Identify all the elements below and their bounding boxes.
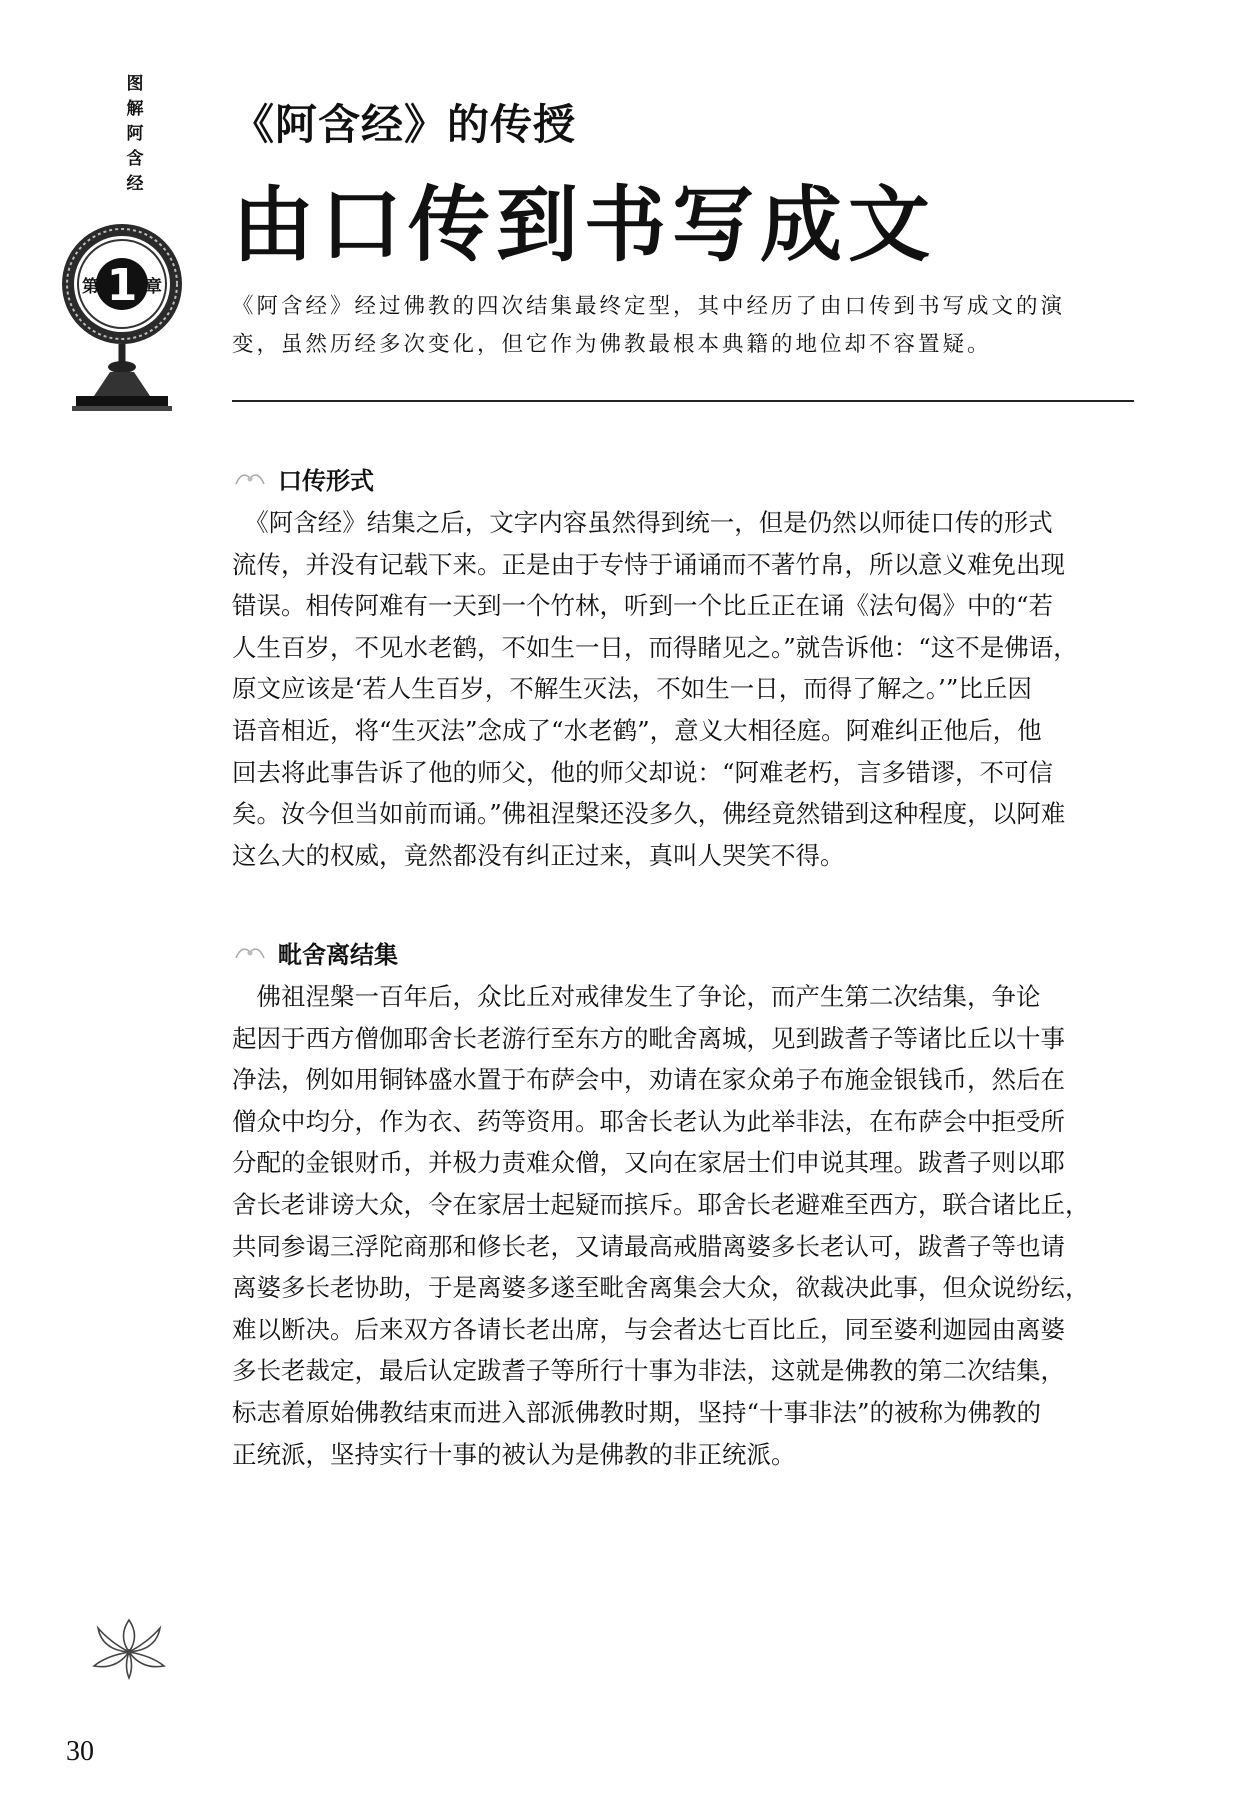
body-line: 离婆多长老协助，于是离婆多遂至毗舍离集会大众，欲裁决此事，但众说纷纭， [232,1273,1090,1303]
body-line: 《阿含经》结集之后，文字内容虽然得到统一，但是仍然以师徒口传的形式 [232,508,1053,537]
sidebar-book-label [120,72,150,197]
body-line: 共同参谒三浮陀商那和修长老，又请最高戒腊离婆多长老认可，跋耆子等也请 [232,1231,1065,1261]
section-body [232,502,1132,876]
page-title: 由口传到书写成文 [232,177,937,273]
sidebar-char: 图 [126,74,144,94]
body-line: 佛祖涅槃一百年后，众比丘对戒律发生了争论，而产生第二次结集，争论 [232,982,1041,1011]
sidebar-char: 含 [126,149,144,169]
section-body [232,976,1132,1475]
body-line: 多长老裁定，最后认定跋耆子等所行十事为非法，这就是佛教的第二次结集， [232,1356,1065,1386]
chapter-prefix: 第 [82,277,99,297]
chapter-badge [52,222,192,422]
chapter-suffix: 章 [145,277,162,297]
header-divider [232,400,1134,402]
body-line: 回去将此事告诉了他的师父，他的师父却说：“阿难老朽，言多错谬，不可信 [232,757,1054,787]
body-line: 流传，并没有记载下来。正是由于专恃于诵诵而不著竹帛，所以意义难免出现 [232,549,1065,579]
sidebar-char: 经 [126,174,144,194]
sidebar-char: 阿 [126,124,144,144]
intro-line: 《阿含经》经过佛教的四次结集最终定型，其中经历了由口传到书写成文的演 [232,294,1066,319]
flower-ornament-icon [232,466,268,490]
intro-paragraph [232,288,1132,364]
body-line: 僧众中均分，作为衣、药等资用。耶舍长老认为此举非法，在布萨会中拒受所 [232,1106,1065,1136]
body-line: 标志着原始佛教结束而进入部派佛教时期，坚持“十事非法”的被称为佛教的 [232,1397,1042,1427]
chapter-medallion-icon [52,222,192,422]
body-line: 人生百岁，不见水老鹤，不如生一日，而得睹见之。”就告诉他：“这不是佛语， [232,632,1078,662]
body-line: 语音相近，将“生灭法”念成了“水老鹤”，意义大相径庭。阿难纠正他后，他 [232,715,1042,745]
chapter-number: 1 [106,260,138,311]
flower-ornament-icon [232,940,268,964]
page-number: 30 [66,1736,94,1767]
section-heading-text: 毗舍离结集 [278,940,398,969]
body-line: 起因于西方僧伽耶舍长老游行至东方的毗舍离城，见到跋耆子等诸比丘以十事 [232,1023,1065,1053]
body-line: 净法，例如用铜钵盛水置于布萨会中，劝请在家众弟子布施金银钱币，然后在 [232,1065,1065,1095]
body-line: 原文应该是‘若人生百岁，不解生灭法，不如生一日，而得了解之。’”比丘因 [232,674,1032,704]
lotus-flower-icon [88,1612,170,1682]
section-heading [232,458,374,498]
section-heading [232,932,398,972]
body-line: 舍长老诽谤大众，令在家居士起疑而摈斥。耶舍长老避难至西方，联合诸比丘， [232,1189,1090,1219]
body-line: 正统派，坚持实行十事的被认为是佛教的非正统派。 [232,1439,796,1469]
page-subtitle: 《阿含经》的传授 [232,100,577,149]
body-line: 矣。汝今但当如前而诵。”佛祖涅槃还没多久，佛经竟然错到这种程度，以阿难 [232,799,1066,829]
intro-line: 变，虽然历经多次变化，但它作为佛教最根本典籍的地位却不容置疑。 [232,332,992,357]
sidebar-char: 解 [126,99,144,119]
body-line: 这么大的权威，竟然都没有纠正过来，真叫人哭笑不得。 [232,840,845,870]
body-line: 难以断决。后来双方各请长老出席，与会者达七百比丘，同至婆利迦园由离婆 [232,1314,1065,1344]
section-heading-text: 口传形式 [278,466,374,495]
body-line: 分配的金银财币，并极力责难众僧，又向在家居士们申说其理。跋耆子则以耶 [232,1148,1065,1178]
body-line: 错误。相传阿难有一天到一个竹林，听到一个比丘正在诵《法句偈》中的“若 [232,591,1054,621]
